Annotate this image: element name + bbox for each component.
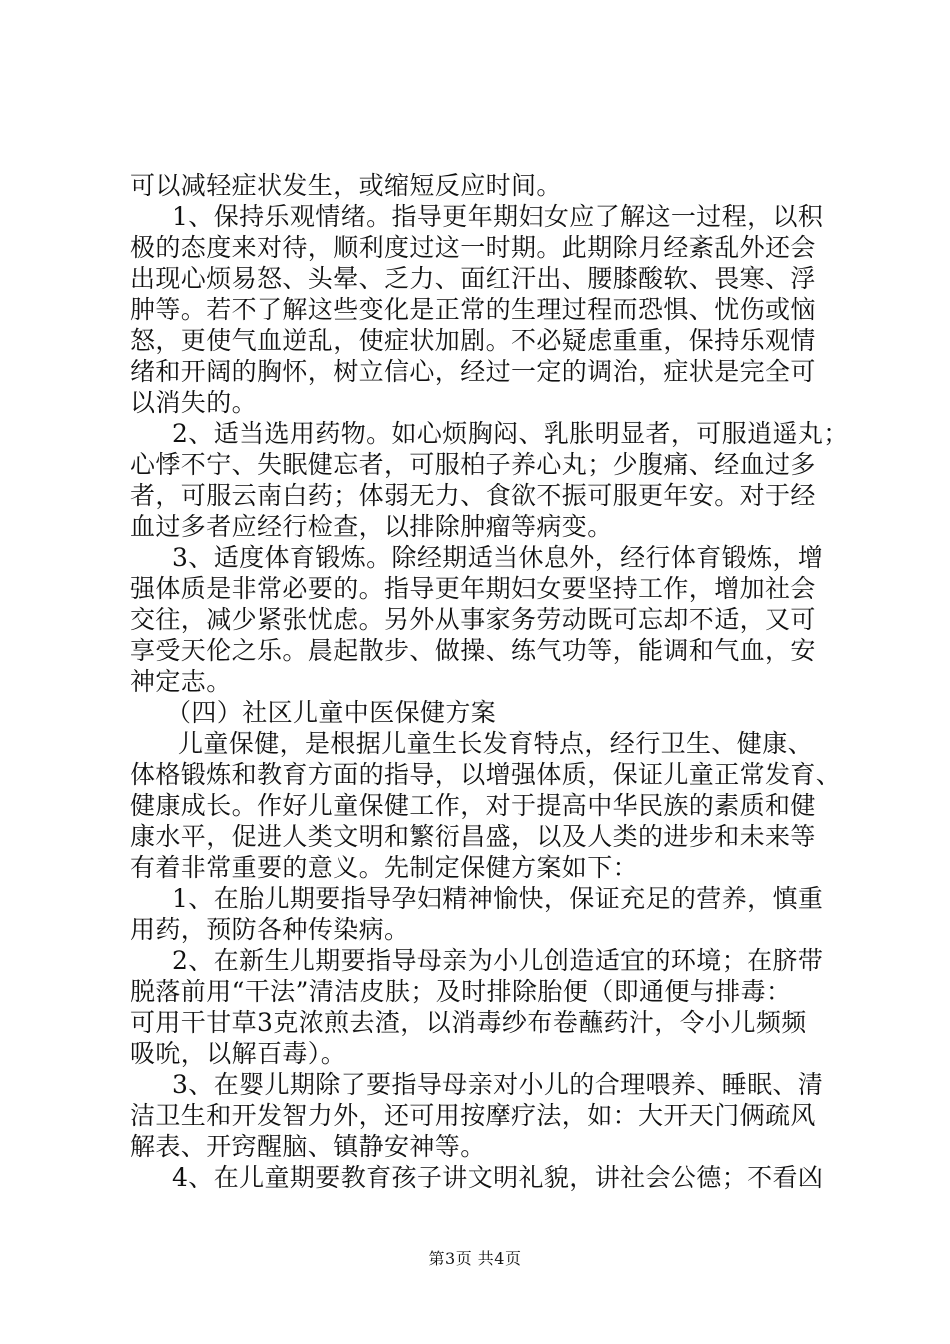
text-line: 可以减轻症状发生，或缩短反应时间。 <box>130 171 562 200</box>
text-line: 肿等。若不了解这些变化是正常的生理过程而恐惧、忧伤或恼 <box>130 295 816 324</box>
text-line: 绪和开阔的胸怀，树立信心，经过一定的调治，症状是完全可 <box>130 357 816 386</box>
item-4-start: 4、在儿童期要教育孩子讲文明礼貌，讲社会公德；不看凶 <box>172 1163 824 1192</box>
text-line: 脱落前用“干法”清洁皮肤；及时排除胎便（即通便与排毒： <box>130 977 792 1006</box>
document-body <box>130 170 849 1193</box>
text-line: 用药，预防各种传染病。 <box>130 915 410 944</box>
text-line: 血过多者应经行检查，以排除肿瘤等病变。 <box>130 512 613 541</box>
text-line: 神定志。 <box>130 667 232 696</box>
text-line: 可用干甘草3克浓煎去渣，以消毒纱布卷蘸药汁，令小儿频频 <box>130 1008 807 1037</box>
text-line: 享受天伦之乐。晨起散步、做操、练气功等，能调和气血，安 <box>130 636 816 665</box>
text-line: 解表、开窍醒脑、镇静安神等。 <box>130 1132 486 1161</box>
text-line: 洁卫生和开发智力外，还可用按摩疗法，如：大开天门俩疏风 <box>130 1101 816 1130</box>
text-line: 怒，更使气血逆乱，使症状加剧。不必疑虑重重，保持乐观情 <box>130 326 816 355</box>
page-footer: 第3页 共4页 <box>428 1249 522 1268</box>
item-1-start: 1、在胎儿期要指导孕妇精神愉快，保证充足的营养，慎重 <box>172 884 824 913</box>
section-heading: （四）社区儿童中医保健方案 <box>166 698 497 727</box>
text-line: 出现心烦易怒、头晕、乏力、面红汗出、腰膝酸软、畏寒、浮 <box>130 264 816 293</box>
text-line: 交往，减少紧张忧虑。另外从事家务劳动既可忘却不适，又可 <box>130 605 816 634</box>
text-line: 体格锻炼和教育方面的指导，以增强体质，保证儿童正常发育、 <box>130 760 842 789</box>
item-2-start: 2、在新生儿期要指导母亲为小儿创造适宜的环境；在脐带 <box>172 946 824 975</box>
paragraph-2-start: 2、适当选用药物。如心烦胸闷、乳胀明显者，可服逍遥丸； <box>172 419 849 448</box>
paragraph-3-start: 3、适度体育锻炼。除经期适当休息外，经行体育锻炼，增 <box>172 543 824 572</box>
item-3-start: 3、在婴儿期除了要指导母亲对小儿的合理喂养、睡眠、清 <box>172 1070 824 1099</box>
text-line: 康水平，促进人类文明和繁衍昌盛，以及人类的进步和未来等 <box>130 822 816 851</box>
text-line: 健康成长。作好儿童保健工作，对于提高中华民族的素质和健 <box>130 791 816 820</box>
text-line: 强体质是非常必要的。指导更年期妇女要坚持工作，增加社会 <box>130 574 816 603</box>
text-line: 心悸不宁、失眠健忘者，可服柏子养心丸；少腹痛、经血过多 <box>130 450 816 479</box>
text-line: 有着非常重要的意义。先制定保健方案如下： <box>130 853 639 882</box>
text-line: 以消失的。 <box>130 388 258 417</box>
paragraph-intro-start: 儿童保健，是根据儿童生长发育特点，经行卫生、健康、 <box>178 729 814 758</box>
paragraph-1-start: 1、保持乐观情绪。指导更年期妇女应了解这一过程，以积 <box>172 202 824 231</box>
text-line: 吸吮，以解百毒）。 <box>130 1039 347 1068</box>
text-line: 极的态度来对待，顺利度过这一时期。此期除月经紊乱外还会 <box>130 233 816 262</box>
text-line: 者，可服云南白药；体弱无力、食欲不振可服更年安。对于经 <box>130 481 816 510</box>
